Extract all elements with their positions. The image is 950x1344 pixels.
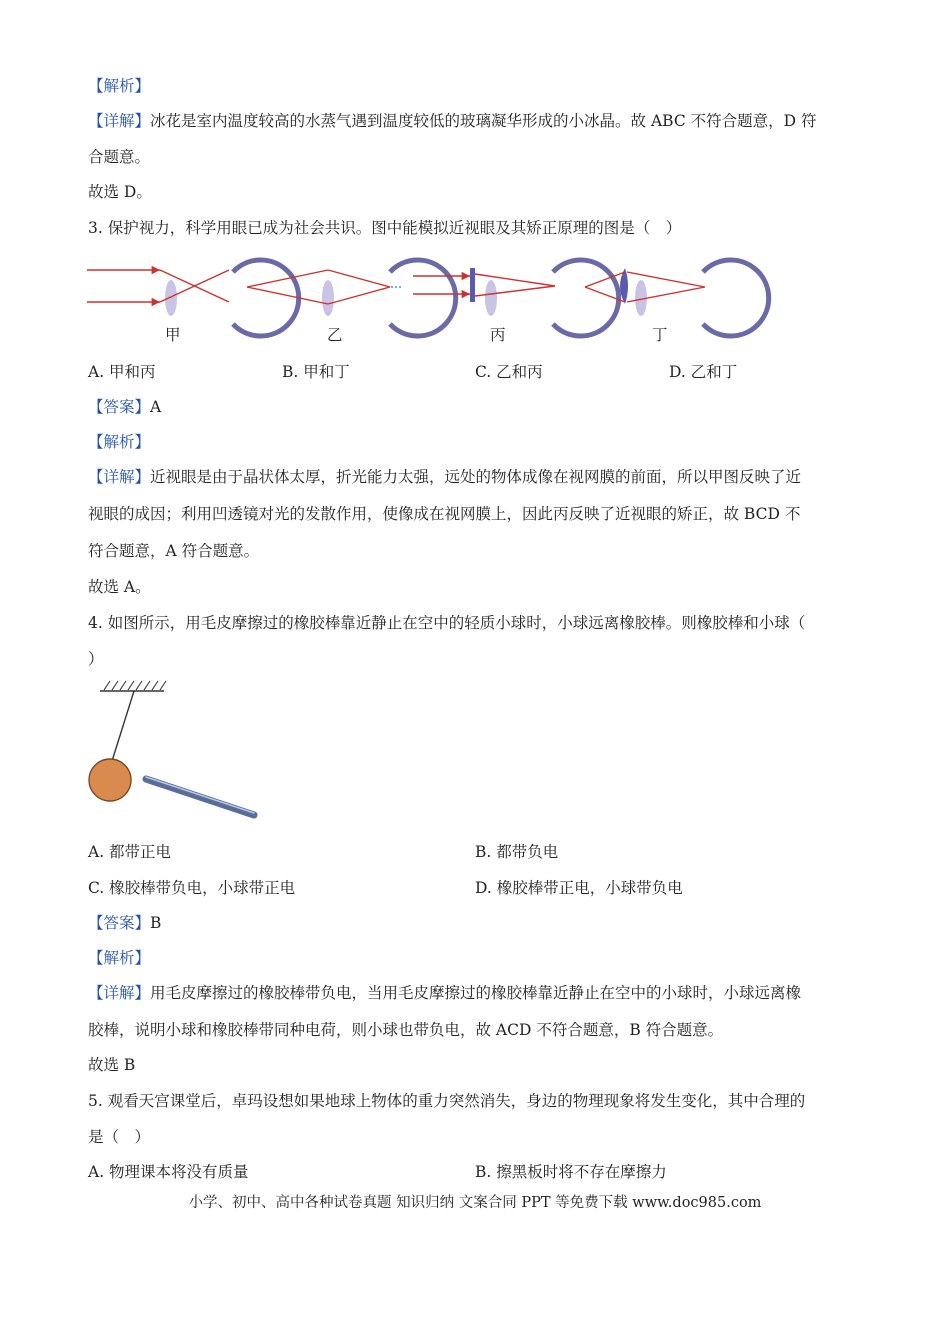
option-c[interactable]: C. 橡胶棒带负电，小球带正电 bbox=[88, 879, 296, 897]
analysis-tag: 【解析】 bbox=[88, 77, 151, 95]
rubber-rod bbox=[146, 779, 254, 815]
detail-text: 用毛皮摩擦过的橡胶棒带负电，当用毛皮摩擦过的橡胶棒靠近静止在空中的小球时，小球远离橡 bbox=[150, 984, 802, 1002]
detail-text: 冰花是室内温度较高的水蒸气遇到温度较低的玻璃凝华形成的小冰晶。故 ABC 不符合题意，D 符 bbox=[150, 112, 817, 130]
question-stem: 4. 如图所示，用毛皮摩擦过的橡胶棒靠近静止在空中的轻质小球时，小球远离橡胶棒。则橡胶棒和小球（ bbox=[88, 614, 806, 632]
option-a[interactable]: A. 都带正电 bbox=[88, 843, 172, 861]
detail-tag: 【详解】 bbox=[88, 984, 151, 1002]
detail-line bbox=[88, 111, 816, 131]
answer-tag: 【答案】 bbox=[88, 398, 151, 416]
figure-label-yi: 乙 bbox=[327, 326, 343, 344]
page-footer: 小学、初中、高中各种试卷真题 知识归纳 文案合同 PPT 等免费下载 www.doc985.com bbox=[188, 1195, 762, 1211]
option-a[interactable]: A. 物理课本将没有质量 bbox=[88, 1163, 249, 1181]
figure-label-jia: 甲 bbox=[165, 326, 181, 344]
detail-line bbox=[88, 983, 801, 1003]
answer-value: A bbox=[150, 398, 162, 416]
option-b[interactable]: B. 擦黑板时将不存在摩擦力 bbox=[475, 1163, 667, 1181]
question-stem: 5. 观看天宫课堂后，卓玛设想如果地球上物体的重力突然消失，身边的物理现象将发生变化，其中合理的 bbox=[88, 1092, 806, 1110]
question-stem: 是（ ） bbox=[88, 1128, 151, 1146]
charged-ball-figure bbox=[82, 675, 272, 825]
question-stem: 3. 保护视力，科学用眼已成为社会共识。图中能模拟近视眼及其矫正原理的图是（ ） bbox=[88, 219, 682, 237]
detail-text: 近视眼是由于晶状体太厚，折光能力太强，远处的物体成像在视网膜的前面，所以甲图反映了近 bbox=[150, 468, 802, 486]
detail-tag: 【详解】 bbox=[88, 468, 151, 486]
eye-diagram-ding bbox=[585, 260, 769, 336]
detail-text: 视眼的成因；利用凹透镜对光的发散作用，使像成在视网膜上，因此丙反映了近视眼的矫正，故 BCD 不 bbox=[88, 505, 801, 523]
option-c[interactable]: C. 乙和丙 bbox=[475, 363, 543, 381]
option-b[interactable]: B. 都带负电 bbox=[475, 843, 559, 861]
option-b[interactable]: B. 甲和丁 bbox=[282, 363, 350, 381]
question-stem: ） bbox=[88, 650, 104, 668]
option-a[interactable]: A. 甲和丙 bbox=[88, 363, 156, 381]
ceiling-support bbox=[100, 681, 166, 691]
analysis-tag: 【解析】 bbox=[88, 949, 151, 967]
answer-line bbox=[88, 913, 161, 933]
conclusion: 故选 D。 bbox=[88, 183, 152, 201]
answer-line bbox=[88, 397, 161, 417]
detail-line bbox=[88, 467, 801, 487]
detail-text: 胶棒，说明小球和橡胶棒带同种电荷，则小球也带负电，故 ACD 不符合题意，B 符合题意。 bbox=[88, 1021, 724, 1039]
detail-text: 符合题意，A 符合题意。 bbox=[88, 542, 260, 560]
answer-tag: 【答案】 bbox=[88, 914, 151, 932]
eye-diagram-figure bbox=[85, 252, 785, 342]
figure-label-ding: 丁 bbox=[652, 326, 668, 344]
detail-tag: 【详解】 bbox=[88, 112, 151, 130]
conclusion: 故选 B bbox=[88, 1056, 136, 1074]
option-d[interactable]: D. 乙和丁 bbox=[669, 363, 738, 381]
analysis-tag: 【解析】 bbox=[88, 433, 151, 451]
suspension-thread bbox=[112, 691, 134, 761]
eye-diagram-yi bbox=[247, 260, 456, 336]
conclusion: 故选 A。 bbox=[88, 578, 151, 596]
figure-label-bing: 丙 bbox=[490, 326, 506, 344]
answer-value: B bbox=[150, 914, 162, 932]
detail-text: 合题意。 bbox=[88, 148, 151, 166]
option-d[interactable]: D. 橡胶棒带正电，小球带负电 bbox=[475, 879, 683, 897]
light-ball bbox=[89, 759, 131, 801]
eye-diagram-jia bbox=[87, 260, 299, 336]
